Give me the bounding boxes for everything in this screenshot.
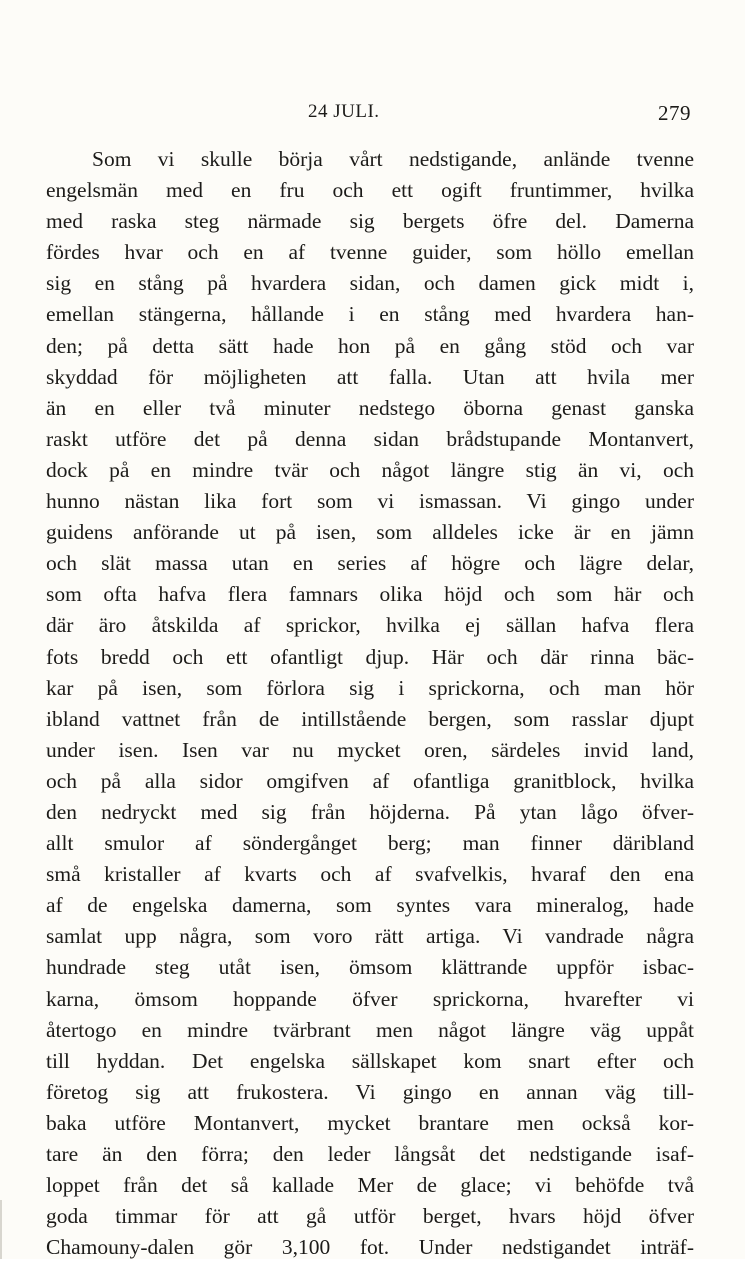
running-head: 24 JULI. <box>308 101 380 122</box>
page-number: 279 <box>658 101 691 125</box>
text-line: skyddad för möjligheten att falla. Utan att hvila mer <box>46 364 694 389</box>
text-line: loppet från det så kallade Mer de glace; vi behöfde två <box>46 1173 694 1198</box>
text-line: Som vi skulle börja vårt nedstigande, anlände tvenne <box>92 147 694 171</box>
text-line: kar på isen, som förlora sig i sprickorna, och man hör <box>46 675 694 700</box>
text-line: goda timmar för att gå utför berget, hvars höjd öfver <box>46 1204 694 1229</box>
text-line: än en eller två minuter nedstego öborna genast ganska <box>46 395 694 420</box>
text-line: återtogo en mindre tvärbrant men något längre väg uppåt <box>46 1017 694 1042</box>
text-line: fördes hvar och en af tvenne guider, som höllo emellan <box>46 240 694 265</box>
body-text <box>46 144 694 1263</box>
text-line: den; på detta sätt hade hon på en gång stöd och var <box>46 333 694 358</box>
text-line: med raska steg närmade sig bergets öfre del. Damerna <box>46 209 694 234</box>
text-line: fots bredd och ett ofantligt djup. Här och där rinna bäc- <box>46 644 694 669</box>
text-line: baka utföre Montanvert, mycket brantare men också kor- <box>46 1110 694 1135</box>
text-line: hunno nästan lika fort som vi ismassan. Vi gingo under <box>46 489 694 514</box>
text-line: och på alla sidor omgifven af ofantliga granitblock, hvilka <box>46 768 694 793</box>
text-line: små kristaller af kvarts och af svafvelkis, hvaraf den ena <box>46 862 694 887</box>
text-line: guidens anförande ut på isen, som alldeles icke är en jämn <box>46 520 694 545</box>
text-line: raskt utföre det på denna sidan brådstupande Montanvert, <box>46 426 694 451</box>
text-line: dock på en mindre tvär och något längre stig än vi, och <box>46 457 694 482</box>
text-line: af de engelska damerna, som syntes vara mineralog, hade <box>46 893 694 918</box>
text-line: allt smulor af söndergånget berg; man finner däribland <box>46 831 694 856</box>
text-line: till hyddan. Det engelska sällskapet kom snart efter och <box>46 1048 694 1073</box>
text-line: karna, ömsom hoppande öfver sprickorna, hvarefter vi <box>46 986 694 1011</box>
text-line: Chamouny-dalen gör 3,100 fot. Under nedstigandet inträf- <box>46 1235 694 1260</box>
text-line: den nedryckt med sig från höjderna. På ytan lågo öfver- <box>46 799 694 824</box>
text-line: och slät massa utan en series af högre och lägre delar, <box>46 551 694 576</box>
scan-edge-mark <box>0 1200 2 1259</box>
page-header <box>46 101 694 131</box>
text-line: hundrade steg utåt isen, ömsom klättrande uppför isbac- <box>46 955 694 980</box>
text-line: där äro åtskilda af sprickor, hvilka ej sällan hafva flera <box>46 613 694 638</box>
text-line: under isen. Isen var nu mycket oren, särdeles invid land, <box>46 737 694 762</box>
text-line: engelsmän med en fru och ett ogift fruntimmer, hvilka <box>46 178 694 203</box>
text-line: samlat upp några, som voro rätt artiga. Vi vandrade några <box>46 924 694 949</box>
text-line: företog sig att frukostera. Vi gingo en annan väg till- <box>46 1079 694 1104</box>
text-line: tare än den förra; den leder långsåt det nedstigande isaf- <box>46 1142 694 1166</box>
text-line: ibland vattnet från de intillstående bergen, som rasslar djupt <box>46 706 694 731</box>
text-line: som ofta hafva flera famnars olika höjd och som här och <box>46 582 694 607</box>
text-line: emellan stängerna, hållande i en stång med hvardera han- <box>46 302 694 327</box>
text-line: sig en stång på hvardera sidan, och damen gick midt i, <box>46 271 694 296</box>
